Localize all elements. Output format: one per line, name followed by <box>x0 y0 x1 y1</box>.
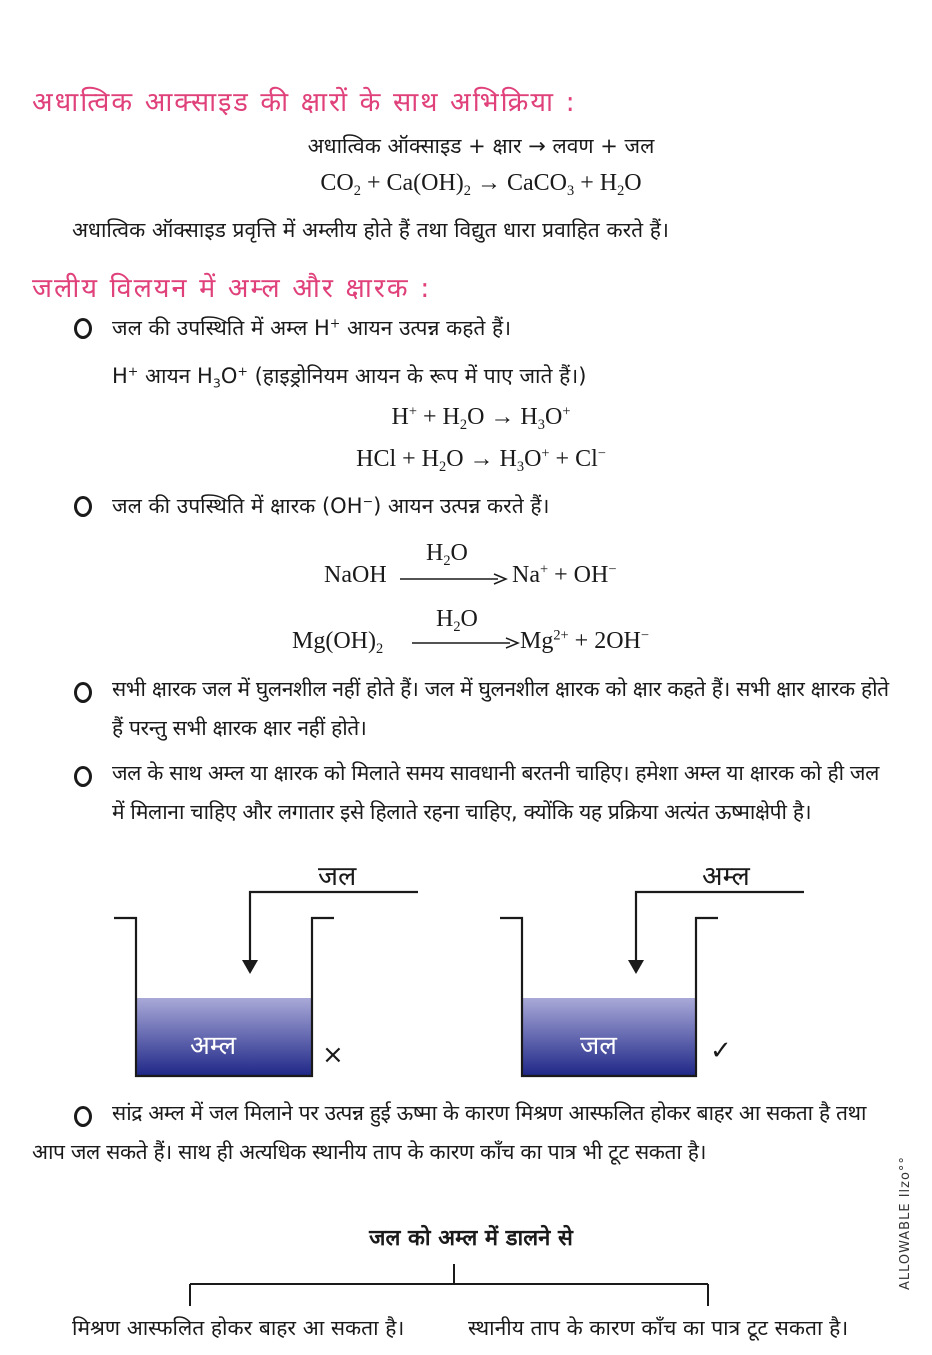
left-beaker-liquid-label: अम्ल <box>190 1031 237 1061</box>
equation-mgoh2-left: $Mg(OH)_2$ <box>292 628 384 658</box>
bullet-caution-text: जल के साथ अम्ल या क्षारक को मिलाते समय सावधानी बरतनी चाहिए। हमेशा अम्ल या क्षारक को ही जल में मिलाना चाहिए और लगातार इसे हिलाते रहना चाहिए, क्योंकि यह प्रक्रिया अत्यंत ऊष्माक्षेपी है। <box>112 761 879 824</box>
bullet-concentrated-acid-text: सांद्र अम्ल में जल मिलाने पर उत्पन्न हुई ऊष्मा के कारण मिश्रण आस्फलित होकर बाहर आ सकता है तथा आप जल सकते हैं। साथ ही अत्यधिक स्थानीय ताप के कारण काँच का पात्र भी टूट सकता है। <box>32 1101 867 1164</box>
hydronium-note: H+ आयन $H_3O^+$ (हाइड्रोनियम आयन के रूप में पाए जाते हैं।) <box>112 363 587 391</box>
left-pour-label: जल <box>318 861 357 892</box>
nonmetal-oxide-statement: अधात्विक ऑक्साइड प्रवृत्ति में अम्लीय होते हैं तथा विद्युत धारा प्रवाहित करते हैं। <box>72 218 669 242</box>
equation-mgoh2-over: $H_2O$ <box>436 606 478 636</box>
beaker-left-diagram <box>108 888 438 1088</box>
tree-root-label: जल को अम्ल में डालने से <box>369 1226 573 1251</box>
correct-mark-icon: ✓ <box>710 1036 732 1066</box>
tree-left-outcome: मिश्रण आस्फलित होकर बाहर आ सकता है। <box>72 1316 405 1340</box>
equation-co2-caoh2: $CO_2 + Ca(OH)_2$ → CaCO$_3$ + $H_2O$ <box>320 170 642 200</box>
right-pour-label: अम्ल <box>702 861 750 892</box>
bullet-circle <box>74 766 92 787</box>
equation-naoh-left: NaOH <box>324 562 387 588</box>
margin-side-text: ALLOWABLE Ilzo°° <box>898 1156 913 1290</box>
section-heading-nonmetal-oxide: अधात्विक आक्साइड की क्षारों के साथ अभिक्रिया : <box>32 87 577 118</box>
bullet-oh-ion-text: जल की उपस्थिति में क्षारक (OH−) आयन उत्पन्न करते हैं। <box>112 493 550 518</box>
right-beaker-liquid-label: जल <box>580 1031 617 1061</box>
tree-connector-lines <box>180 1262 720 1312</box>
reaction-arrow <box>398 572 510 586</box>
equation-hcl: HCl + $H_2O \to H_3O^+ + Cl^-$ <box>356 445 606 476</box>
bullet-circle <box>74 318 92 339</box>
equation-mgoh2-right: $Mg^{2+} + 2OH^-$ <box>520 627 649 654</box>
reaction-arrow <box>410 636 522 650</box>
bullet-circle <box>74 496 92 517</box>
bullet-h-ion-text: जल की उपस्थिति में अम्ल H+ आयन उत्पन्न कहते हैं। <box>112 315 512 340</box>
bullet-alkali-text: सभी क्षारक जल में घुलनशील नहीं होते हैं। जल में घुलनशील क्षारक को क्षार कहते हैं। सभी क्षार क्षारक होते हैं परन्तु सभी क्षारक क्षार नहीं होते। <box>112 677 889 740</box>
word-equation: अधात्विक ऑक्साइड + क्षार → लवण + जल <box>307 134 655 158</box>
equation-hydronium: $H^+ + H_2O \to H_3O^+$ <box>391 403 571 434</box>
beaker-right-diagram <box>494 888 824 1088</box>
section-heading-acids-bases-aqueous: जलीय विलयन में अम्ल और क्षारक : <box>32 273 432 304</box>
tree-right-outcome: स्थानीय ताप के कारण काँच का पात्र टूट सकता है। <box>468 1316 849 1340</box>
bullet-circle <box>74 682 92 703</box>
equation-naoh-right: Na+ + OH− <box>512 561 617 588</box>
equation-naoh-over: $H_2O$ <box>426 540 468 570</box>
wrong-mark-icon: × <box>322 1040 344 1070</box>
